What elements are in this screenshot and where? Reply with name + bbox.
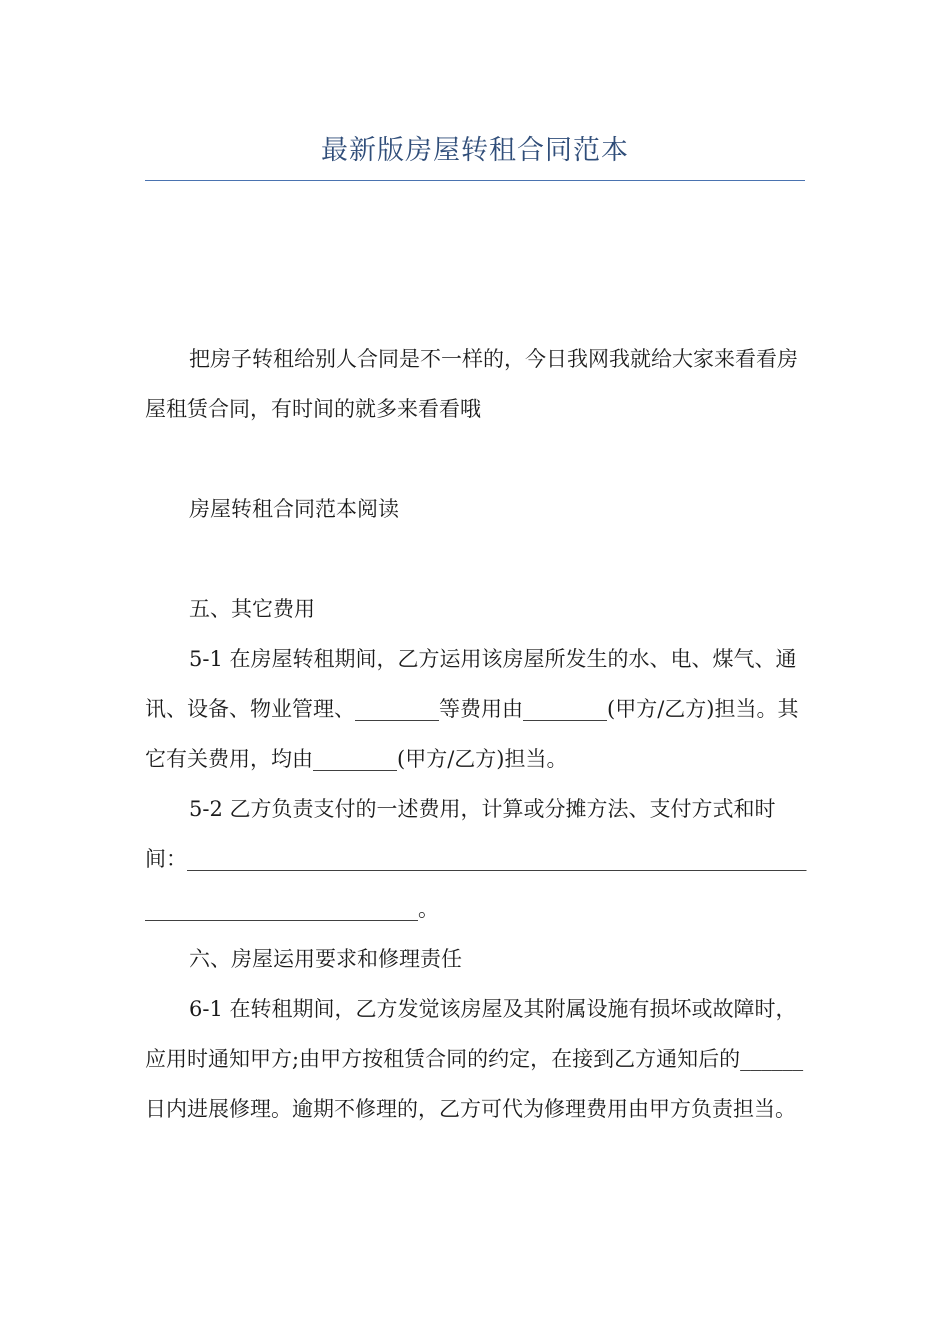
section-6-heading: 六、房屋运用要求和修理责任	[189, 947, 462, 971]
title-underline	[145, 180, 805, 181]
spacer	[145, 434, 810, 484]
clause-6-1: 6-1 在转租期间，乙方发觉该房屋及其附属设施有损坏或故障时，应用时通知甲方;由甲方按租赁合同的约定，在接到乙方通知后的______日内进展修理。逾期不修理的，乙方可代为修理费用由甲方负责担当。	[145, 997, 804, 1121]
spacer	[145, 534, 810, 584]
intro-paragraph: 把房子转租给别人合同是不一样的，今日我网我就给大家来看看房屋租赁合同，有时间的就多来看看哦	[145, 347, 798, 421]
clause-5-1: 5-1 在房屋转租期间，乙方运用该房屋所发生的水、电、煤气、通讯、设备、物业管理、________等费用由________(甲方/乙方)担当。其它有关费用，均由________(甲方/乙方)担当。	[145, 647, 799, 771]
document-title: 最新版房屋转租合同范本	[321, 135, 629, 166]
read-heading: 房屋转租合同范本阅读	[189, 497, 399, 521]
section-5-heading: 五、其它费用	[189, 597, 315, 621]
clause-5-2: 5-2 乙方负责支付的一述费用，计算或分摊方法、支付方式和时间：_____________________________________________________________________________________。	[145, 797, 807, 921]
document-body	[145, 334, 810, 1134]
